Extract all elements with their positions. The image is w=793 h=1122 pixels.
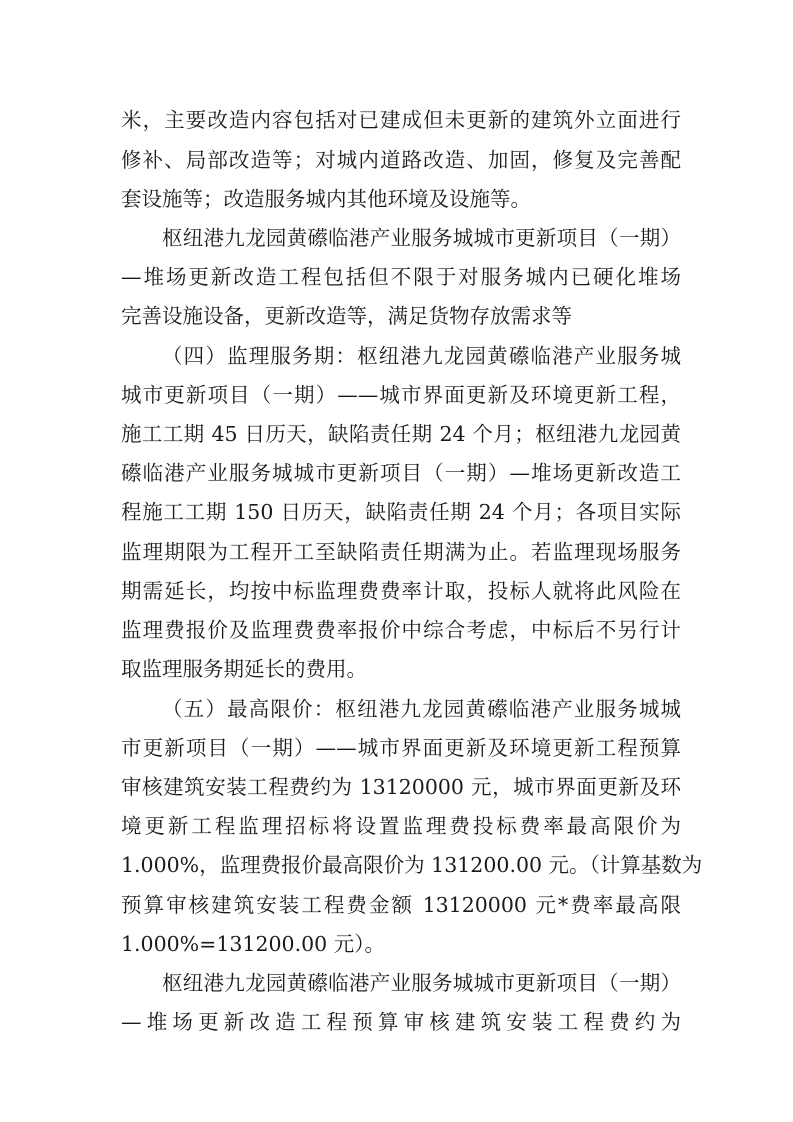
text-line: （四）监理服务期：枢纽港九龙园黄礤临港产业服务城 [162,344,681,368]
text-line: —堆场更新改造工程包括但不限于对服务城内已硬化堆场 [121,265,681,289]
text-line: 取监理服务期延长的费用。 [121,657,367,681]
text-line: 套设施等；改造服务城内其他环境及设施等。 [121,187,531,211]
text-line: 城市更新项目（一期）——城市界面更新及环境更新工程， [121,383,681,407]
text-line: 监理费报价及监理费费率报价中综合考虑，中标后不另行计 [121,618,681,642]
text-line: 枢纽港九龙园黄礤临港产业服务城城市更新项目（一期） [162,226,681,250]
text-line: 境更新工程监理招标将设置监理费投标费率最高限价为 [121,814,681,838]
text-line: 审核建筑安装工程费约为 13120000 元，城市界面更新及环 [121,775,681,799]
text-line: —堆场更新改造工程预算审核建筑安装工程费约为 [121,1010,681,1034]
text-line: 期需延长，均按中标监理费费率计取，投标人就将此风险在 [121,579,681,603]
text-line: 预算审核建筑安装工程费金额 13120000 元*费率最高限 [121,893,681,917]
text-line: 完善设施设备，更新改造等，满足货物存放需求等 [121,304,572,328]
text-line: 1.000%，监理费报价最高限价为 131200.00 元。（计算基数为 [121,853,703,877]
text-line: 监理期限为工程开工至缺陷责任期满为止。若监理现场服务 [121,540,681,564]
text-line: 程施工工期 150 日历天，缺陷责任期 24 个月；各项目实际 [121,500,681,524]
text-line: （五）最高限价：枢纽港九龙园黄礤临港产业服务城城 [162,697,681,721]
text-line: 枢纽港九龙园黄礤临港产业服务城城市更新项目（一期） [162,971,681,995]
text-line: 市更新项目（一期）——城市界面更新及环境更新工程预算 [121,736,681,760]
text-line: 1.000%=131200.00 元）。 [121,932,385,956]
text-line: 施工工期 45 日历天，缺陷责任期 24 个月；枢纽港九龙园黄 [121,422,681,446]
text-line: 米，主要改造内容包括对已建成但未更新的建筑外立面进行 [121,108,681,132]
text-line: 修补、局部改造等；对城内道路改造、加固，修复及完善配 [121,148,681,172]
text-line: 礤临港产业服务城城市更新项目（一期）—堆场更新改造工 [121,461,681,485]
